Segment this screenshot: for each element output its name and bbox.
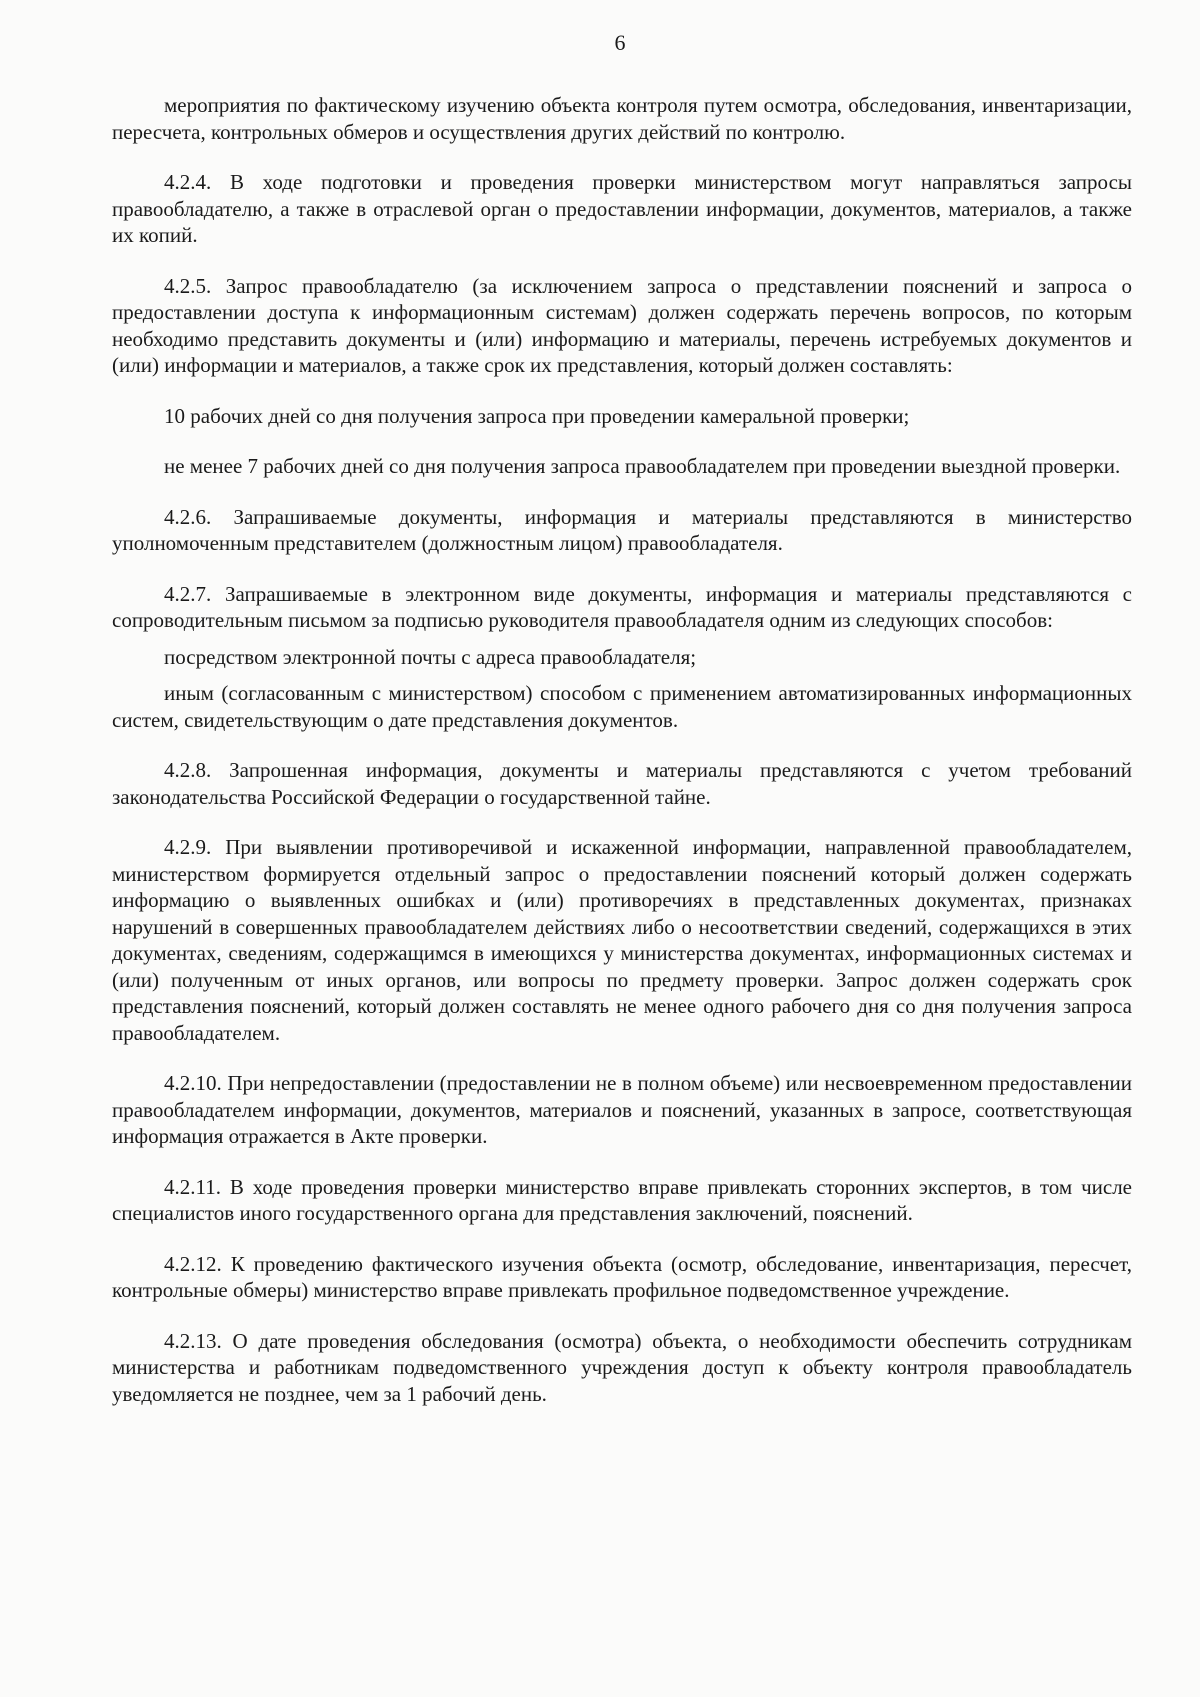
paragraph-4-2-7: 4.2.7. Запрашиваемые в электронном виде документы, информация и материалы представляются с сопроводительным письмом за подписью руководителя правообладателя одним из следующих способов:: [112, 581, 1132, 632]
paragraph-field-check-term: не менее 7 рабочих дней со дня получения запроса правообладателем при проведении выездной проверки.: [164, 454, 1121, 478]
paragraph-4-2-4: 4.2.4. В ходе подготовки и проведения проверки министерством могут направляться запросы правообладателю, а также в отраслевой орган о предоставлении информации, документов, материалов, а также их копий.: [112, 170, 1132, 247]
paragraph-4-2-11: 4.2.11. В ходе проведения проверки министерство вправе привлекать сторонних экспертов, в том числе специалистов иного государственного органа для представления заключений, пояснений.: [112, 1174, 1132, 1225]
paragraph-other-method: иным (согласованным с министерством) способом с применением автоматизированных информационных систем, свидетельствующим о дате представления документов.: [112, 681, 1132, 732]
paragraph-4-2-12: 4.2.12. К проведению фактического изучения объекта (осмотр, обследование, инвентаризация, пересчет, контрольные обмеры) министерство вправе привлекать профильное подведомственное учреждение.: [112, 1251, 1132, 1302]
paragraph-4-2-9: 4.2.9. При выявлении противоречивой и искаженной информации, направленной правообладателем, министерством формируется отдельный запрос о предоставлении пояснений который должен содержать информацию о выявленных ошибках и (или) противоречиях в представленных документах, признаках нарушений в совершенных правообладателем действиях либо о несоответствии сведений, содержащихся в этих документах, сведениям, содержащимся в имеющихся у министерства документах, информационных системах и (или) полученным от иных органов, или вопросы по предмету проверки. Запрос должен содержать срок представления пояснений, который должен составлять не менее одного рабочего дня со дня получения запроса правообладателем.: [112, 835, 1132, 1045]
paragraph-4-2-5: 4.2.5. Запрос правообладателю (за исключением запроса о представлении пояснений и запроса о предоставлении доступа к информационным системам) должен содержать перечень вопросов, по которым необходимо представить документы и (или) информацию и материалы, перечень истребуемых документов и (или) информации и материалов, а также срок их представления, который должен составлять:: [112, 273, 1132, 377]
page-number: 6: [614, 30, 626, 55]
paragraph-continuation: мероприятия по фактическому изучению объекта контроля путем осмотра, обследования, инвентаризации, пересчета, контрольных обмеров и осуществления других действий по контролю.: [112, 93, 1132, 144]
paragraph-4-2-6: 4.2.6. Запрашиваемые документы, информация и материалы представляются в министерство уполномоченным представителем (должностным лицом) правообладателя.: [112, 504, 1132, 555]
paragraph-4-2-8: 4.2.8. Запрошенная информация, документы и материалы представляются с учетом требований законодательства Российской Федерации о государственной тайне.: [112, 758, 1132, 809]
document-body: [112, 92, 1132, 1431]
paragraph-email-method: посредством электронной почты с адреса правообладателя;: [164, 644, 697, 669]
paragraph-4-2-10: 4.2.10. При непредоставлении (предоставлении не в полном объеме) или несвоевременном предоставлении правообладателем информации, документов, материалов и пояснений, указанных в запросе, соответствующая информация отражается в Акте проверки.: [112, 1071, 1132, 1148]
paragraph-camera-check-term: 10 рабочих дней со дня получения запроса при проведении камеральной проверки;: [164, 403, 910, 428]
paragraph-4-2-13: 4.2.13. О дате проведения обследования (осмотра) объекта, о необходимости обеспечить сотрудникам министерства и работникам подведомственного учреждения доступ к объекту контроля правообладатель уведомляется не позднее, чем за 1 рабочий день.: [112, 1328, 1132, 1406]
